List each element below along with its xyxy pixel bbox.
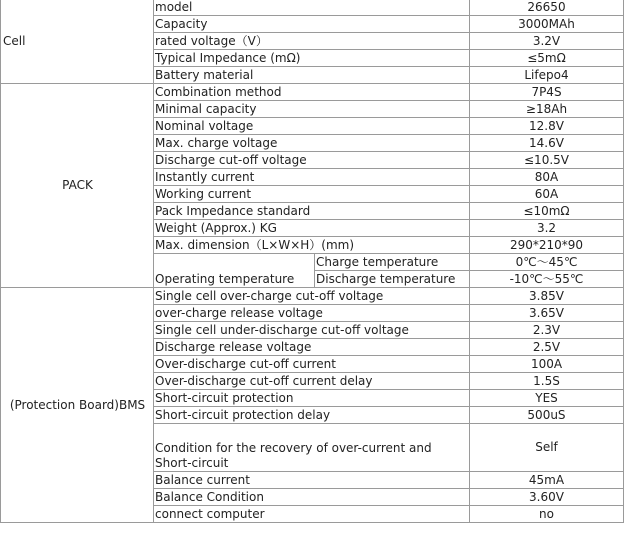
parameter-name: Balance current: [154, 472, 470, 489]
parameter-name: Single cell under-discharge cut-off voltage: [154, 322, 470, 339]
parameter-name: model: [154, 0, 470, 16]
parameter-value: YES: [470, 390, 624, 407]
parameter-name: Over-discharge cut-off current: [154, 356, 470, 373]
spec-table-body: [1, 0, 624, 523]
parameter-value: 3.65V: [470, 305, 624, 322]
operating-temperature-label: Operating temperature: [154, 254, 315, 288]
parameter-value: 3.85V: [470, 288, 624, 305]
parameter-value: 3000MAh: [470, 16, 624, 33]
parameter-name: Working current: [154, 186, 470, 203]
parameter-value: 3.60V: [470, 489, 624, 506]
category-pack: PACK: [1, 84, 154, 288]
sub-parameter-name: Charge temperature: [315, 254, 470, 271]
parameter-name: Weight (Approx.) KG: [154, 220, 470, 237]
parameter-name: Single cell over-charge cut-off voltage: [154, 288, 470, 305]
parameter-name: Capacity: [154, 16, 470, 33]
sub-parameter-value: 0℃～45℃: [470, 254, 624, 271]
parameter-name: Discharge release voltage: [154, 339, 470, 356]
parameter-value: 3.2: [470, 220, 624, 237]
sub-parameter-name: Discharge temperature: [315, 271, 470, 288]
parameter-value: 60A: [470, 186, 624, 203]
parameter-value: 2.5V: [470, 339, 624, 356]
parameter-value: 100A: [470, 356, 624, 373]
parameter-value: ≤10mΩ: [470, 203, 624, 220]
parameter-name: Over-discharge cut-off current delay: [154, 373, 470, 390]
parameter-name: Condition for the recovery of over-current and Short-circuit: [154, 424, 470, 472]
parameter-value: 290*210*90: [470, 237, 624, 254]
parameter-value: 2.3V: [470, 322, 624, 339]
parameter-name: Typical Impedance (mΩ): [154, 50, 470, 67]
parameter-name: Battery material: [154, 67, 470, 84]
parameter-name: Discharge cut-off voltage: [154, 152, 470, 169]
category-cell: Cell: [1, 0, 154, 84]
sub-parameter-value: -10℃～55℃: [470, 271, 624, 288]
parameter-value: 1.5S: [470, 373, 624, 390]
parameter-name: Balance Condition: [154, 489, 470, 506]
parameter-name: Max. charge voltage: [154, 135, 470, 152]
parameter-value: ≤10.5V: [470, 152, 624, 169]
table-row: [1, 84, 624, 101]
parameter-value: 500uS: [470, 407, 624, 424]
parameter-name: Short-circuit protection delay: [154, 407, 470, 424]
parameter-value: 3.2V: [470, 33, 624, 50]
parameter-value: 7P4S: [470, 84, 624, 101]
parameter-value: Lifepo4: [470, 67, 624, 84]
table-row: [1, 0, 624, 16]
parameter-value: 45mA: [470, 472, 624, 489]
parameter-value: Self: [470, 424, 624, 472]
parameter-name: Instantly current: [154, 169, 470, 186]
parameter-value: ≥18Ah: [470, 101, 624, 118]
parameter-value: 12.8V: [470, 118, 624, 135]
parameter-value: 80A: [470, 169, 624, 186]
parameter-name: Short-circuit protection: [154, 390, 470, 407]
parameter-value: 26650: [470, 0, 624, 16]
parameter-value: ≤5mΩ: [470, 50, 624, 67]
table-row: [1, 288, 624, 305]
parameter-name: Pack Impedance standard: [154, 203, 470, 220]
parameter-value: 14.6V: [470, 135, 624, 152]
parameter-name: Combination method: [154, 84, 470, 101]
parameter-name: rated voltage（V）: [154, 33, 470, 50]
parameter-name: connect computer: [154, 506, 470, 523]
category-bms: (Protection Board)BMS: [1, 288, 154, 523]
parameter-name: Minimal capacity: [154, 101, 470, 118]
parameter-name: Nominal voltage: [154, 118, 470, 135]
parameter-value: no: [470, 506, 624, 523]
parameter-name: over-charge release voltage: [154, 305, 470, 322]
parameter-name: Max. dimension（L×W×H）(mm): [154, 237, 470, 254]
